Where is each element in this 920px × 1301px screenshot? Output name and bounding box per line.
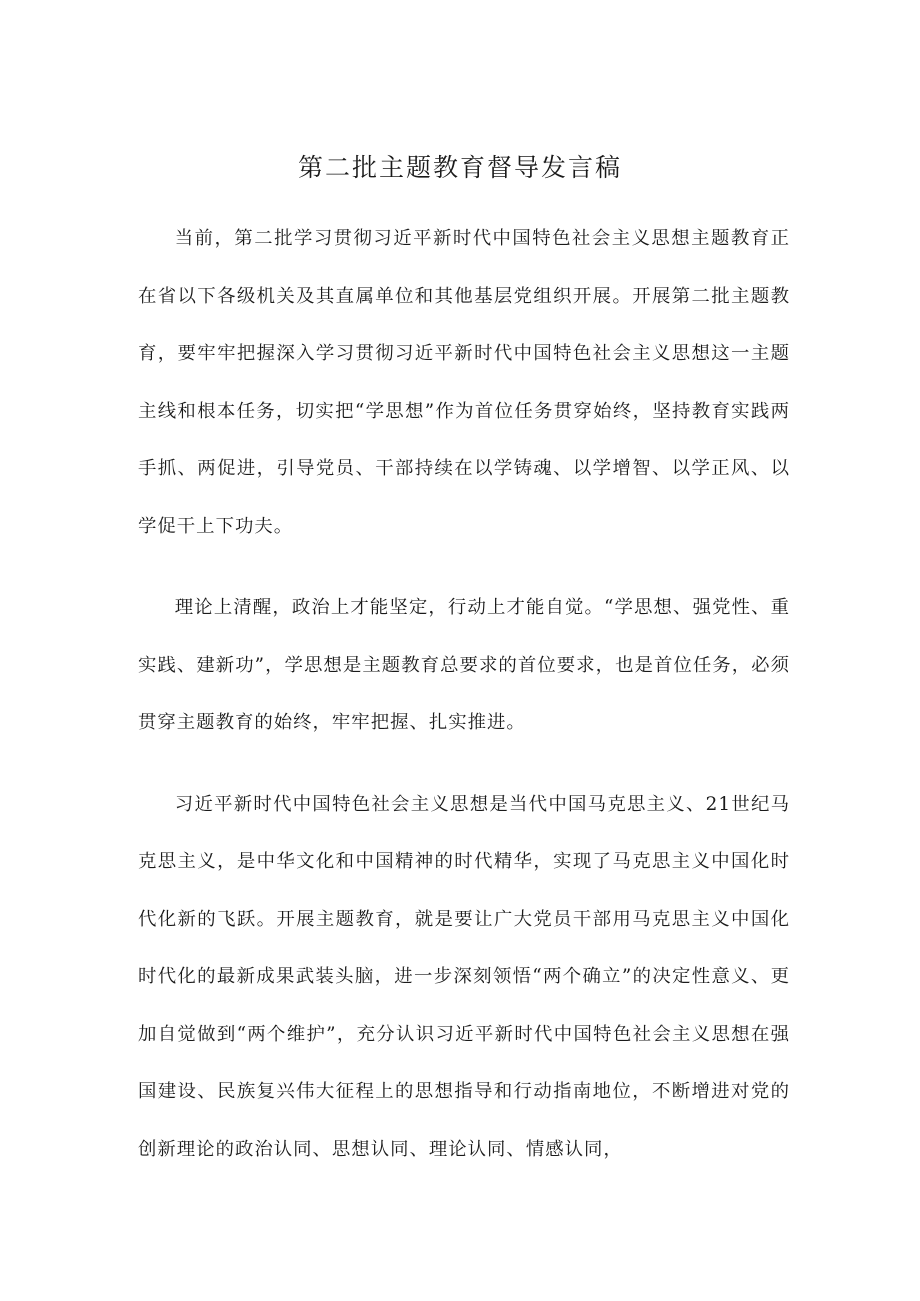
document-title: 第二批主题教育督导发言稿: [297, 153, 622, 182]
document-body: [138, 210, 790, 1202]
paragraph-2: 理论上清醒，政治上才能坚定，行动上才能自觉。“学思想、强党性、重实践、建新功”，学思想是主题教育总要求的首位要求，也是首位任务，必须贯穿主题教育的始终，牢牢把握、扎实推进。: [138, 597, 790, 733]
paragraph-3: 习近平新时代中国特色社会主义思想是当代中国马克思主义、21世纪马克思主义，是中华文化和中国精神的时代精华，实现了马克思主义中国化时代化新的飞跃。开展主题教育，就是要让广大党员干部用马克思主义中国化时代化的最新成果武装头脑，进一步深刻领悟“两个确立”的决定性意义、更加自觉做到“两个维护”，充分认识习近平新时代中国特色社会主义思想在强国建设、民族复兴伟大征程上的思想指导和行动指南地位，不断增进对党的创新理论的政治认同、思想认同、理论认同、情感认同，: [138, 793, 790, 1160]
paragraph-1: 当前，第二批学习贯彻习近平新时代中国特色社会主义思想主题教育正在省以下各级机关及其直属单位和其他基层党组织开展。开展第二批主题教育，要牢牢把握深入学习贯彻习近平新时代中国特色社会主义思想这一主题主线和根本任务，切实把“学思想”作为首位任务贯穿始终，坚持教育实践两手抓、两促进，引导党员、干部持续在以学铸魂、以学增智、以学正风、以学促干上下功夫。: [138, 228, 790, 537]
